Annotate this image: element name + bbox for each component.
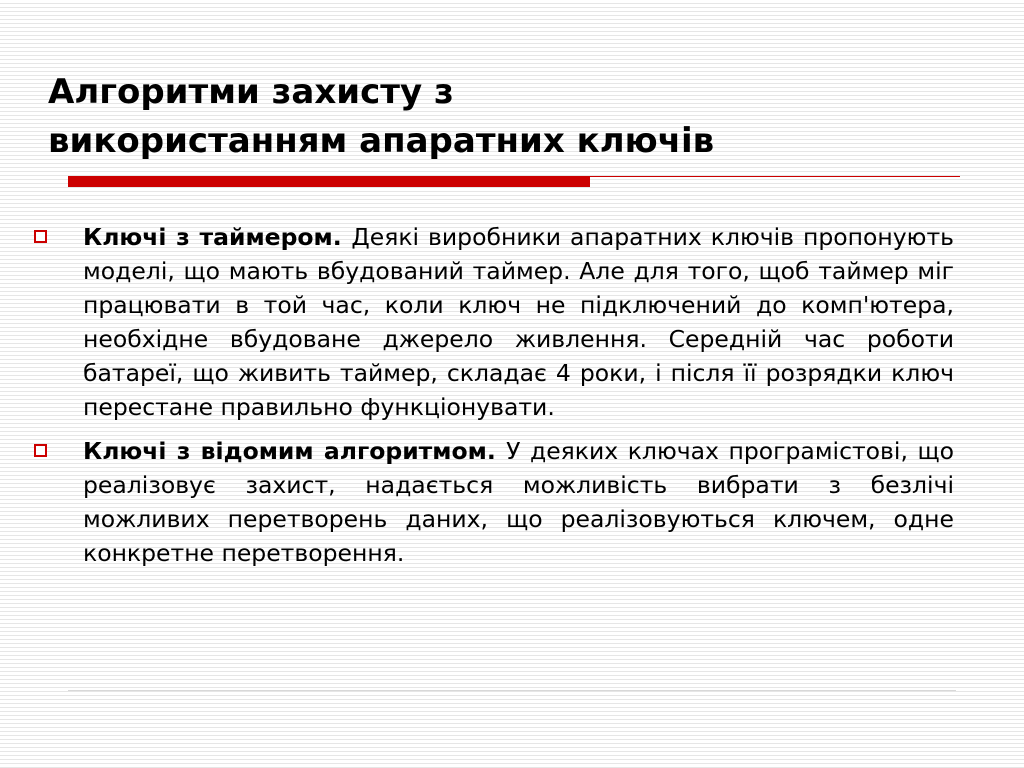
square-outline-icon — [34, 444, 47, 457]
bullet-text: У деяких ключах програмістові, що реалізовує захист, надається можливість вибрати з безлічі можливих перетворень даних, що реалізовуються ключем, одне конкретне перетворення. — [83, 437, 954, 567]
slide-title-line-2: використанням апаратних ключів — [48, 121, 715, 161]
square-outline-icon — [34, 230, 47, 243]
title-underline-thick — [68, 176, 590, 187]
slide-title-line-1: Алгоритми захисту з — [48, 72, 454, 112]
bullet-heading: Ключі з відомим алгоритмом. — [83, 437, 507, 465]
bullet-heading: Ключі з таймером. — [83, 223, 352, 251]
bullet-item-known-algorithm-keys — [30, 434, 954, 570]
footer-divider — [68, 690, 956, 691]
title-underline-thin — [590, 176, 960, 177]
bullet-item-timer-keys — [30, 220, 954, 424]
bullet-text: Деякі виробники апаратних ключів пропонують моделі, що мають вбудований таймер. Але для того, щоб таймер міг працювати в той час, коли ключ не підключений до комп'ютера, необхідне вбудоване джерело живлення. Середній час роботи батареї, що живить таймер, складає 4 роки, і після її розрядки ключ перестане правильно функціонувати. — [83, 223, 954, 421]
slide-title — [48, 68, 968, 166]
bullet-list — [30, 220, 954, 580]
